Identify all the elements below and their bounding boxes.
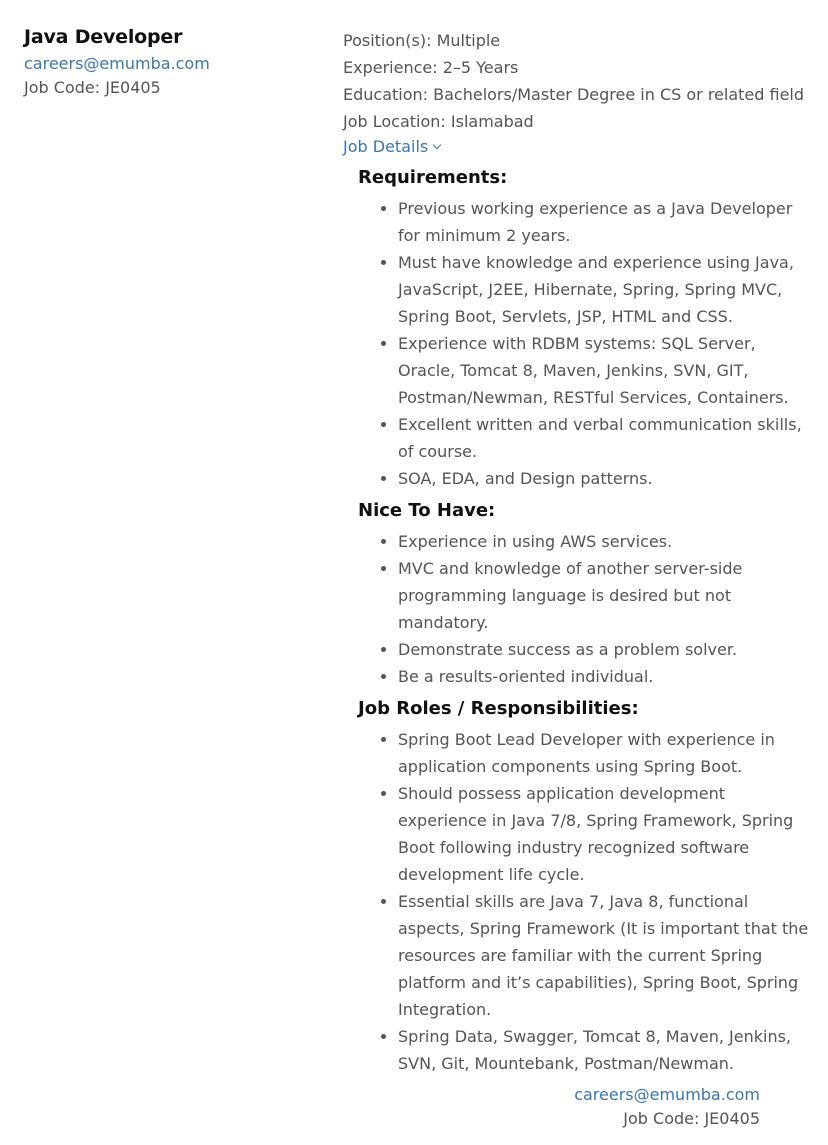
education-text: Education: Bachelors/Master Degree in CS or related field <box>343 85 805 104</box>
list-item: Excellent written and verbal communication skills, of course. <box>381 411 813 465</box>
list-item: Experience with RDBM systems: SQL Server, Oracle, Tomcat 8, Maven, Jenkins, SVN, GIT, Postman/Newman, RESTful Services, Containers. <box>381 330 813 411</box>
list-item: SOA, EDA, and Design patterns. <box>381 465 813 492</box>
chevron-down-icon <box>433 141 441 149</box>
location-text: Job Location: Islamabad <box>343 112 534 131</box>
list-item: Spring Data, Swagger, Tomcat 8, Maven, Jenkins, SVN, Git, Mountebank, Postman/Newman. <box>381 1023 813 1077</box>
footer-email-link[interactable]: careers@emumba.com <box>574 1085 760 1104</box>
section-title: Nice To Have: <box>358 500 496 521</box>
job-summary-column <box>24 24 324 100</box>
list-item: Should possess application development experience in Java 7/8, Spring Framework, Spring Boot following industry recognized software development life cycle. <box>381 780 813 888</box>
careers-email-link[interactable]: careers@emumba.com <box>24 54 210 73</box>
list-item: Demonstrate success as a problem solver. <box>381 636 813 663</box>
job-details-toggle[interactable] <box>343 135 440 159</box>
section-title: Job Roles / Responsibilities: <box>358 698 639 719</box>
job-info-column <box>343 27 813 1082</box>
list-item: Experience in using AWS services. <box>381 528 813 555</box>
section-title: Requirements: <box>358 167 508 188</box>
job-code: Job Code: JE0405 <box>24 78 161 97</box>
section-list <box>381 195 813 492</box>
list-item: Be a results-oriented individual. <box>381 663 813 690</box>
section-list <box>381 528 813 690</box>
list-item: Essential skills are Java 7, Java 8, functional aspects, Spring Framework (It is important that the resources are familiar with the current Spring platform and it’s capabilities), Spring Boot, Spring Integration. <box>381 888 813 1023</box>
experience-text: Experience: 2–5 Years <box>343 58 519 77</box>
list-item: Previous working experience as a Java Developer for minimum 2 years. <box>381 195 813 249</box>
list-item: MVC and knowledge of another server-side programming language is desired but not mandatory. <box>381 555 813 636</box>
job-details-panel <box>358 164 813 1077</box>
positions-text: Position(s): Multiple <box>343 31 501 50</box>
section-list <box>381 726 813 1077</box>
footer-job-code: Job Code: JE0405 <box>623 1109 760 1128</box>
list-item: Spring Boot Lead Developer with experience in application components using Spring Boot. <box>381 726 813 780</box>
list-item: Must have knowledge and experience using Java, JavaScript, J2EE, Hibernate, Spring, Spring MVC, Spring Boot, Servlets, JSP, HTML and CSS. <box>381 249 813 330</box>
footer-contact <box>574 1083 760 1131</box>
job-title: Java Developer <box>24 26 183 48</box>
job-details-label: Job Details <box>343 137 429 156</box>
